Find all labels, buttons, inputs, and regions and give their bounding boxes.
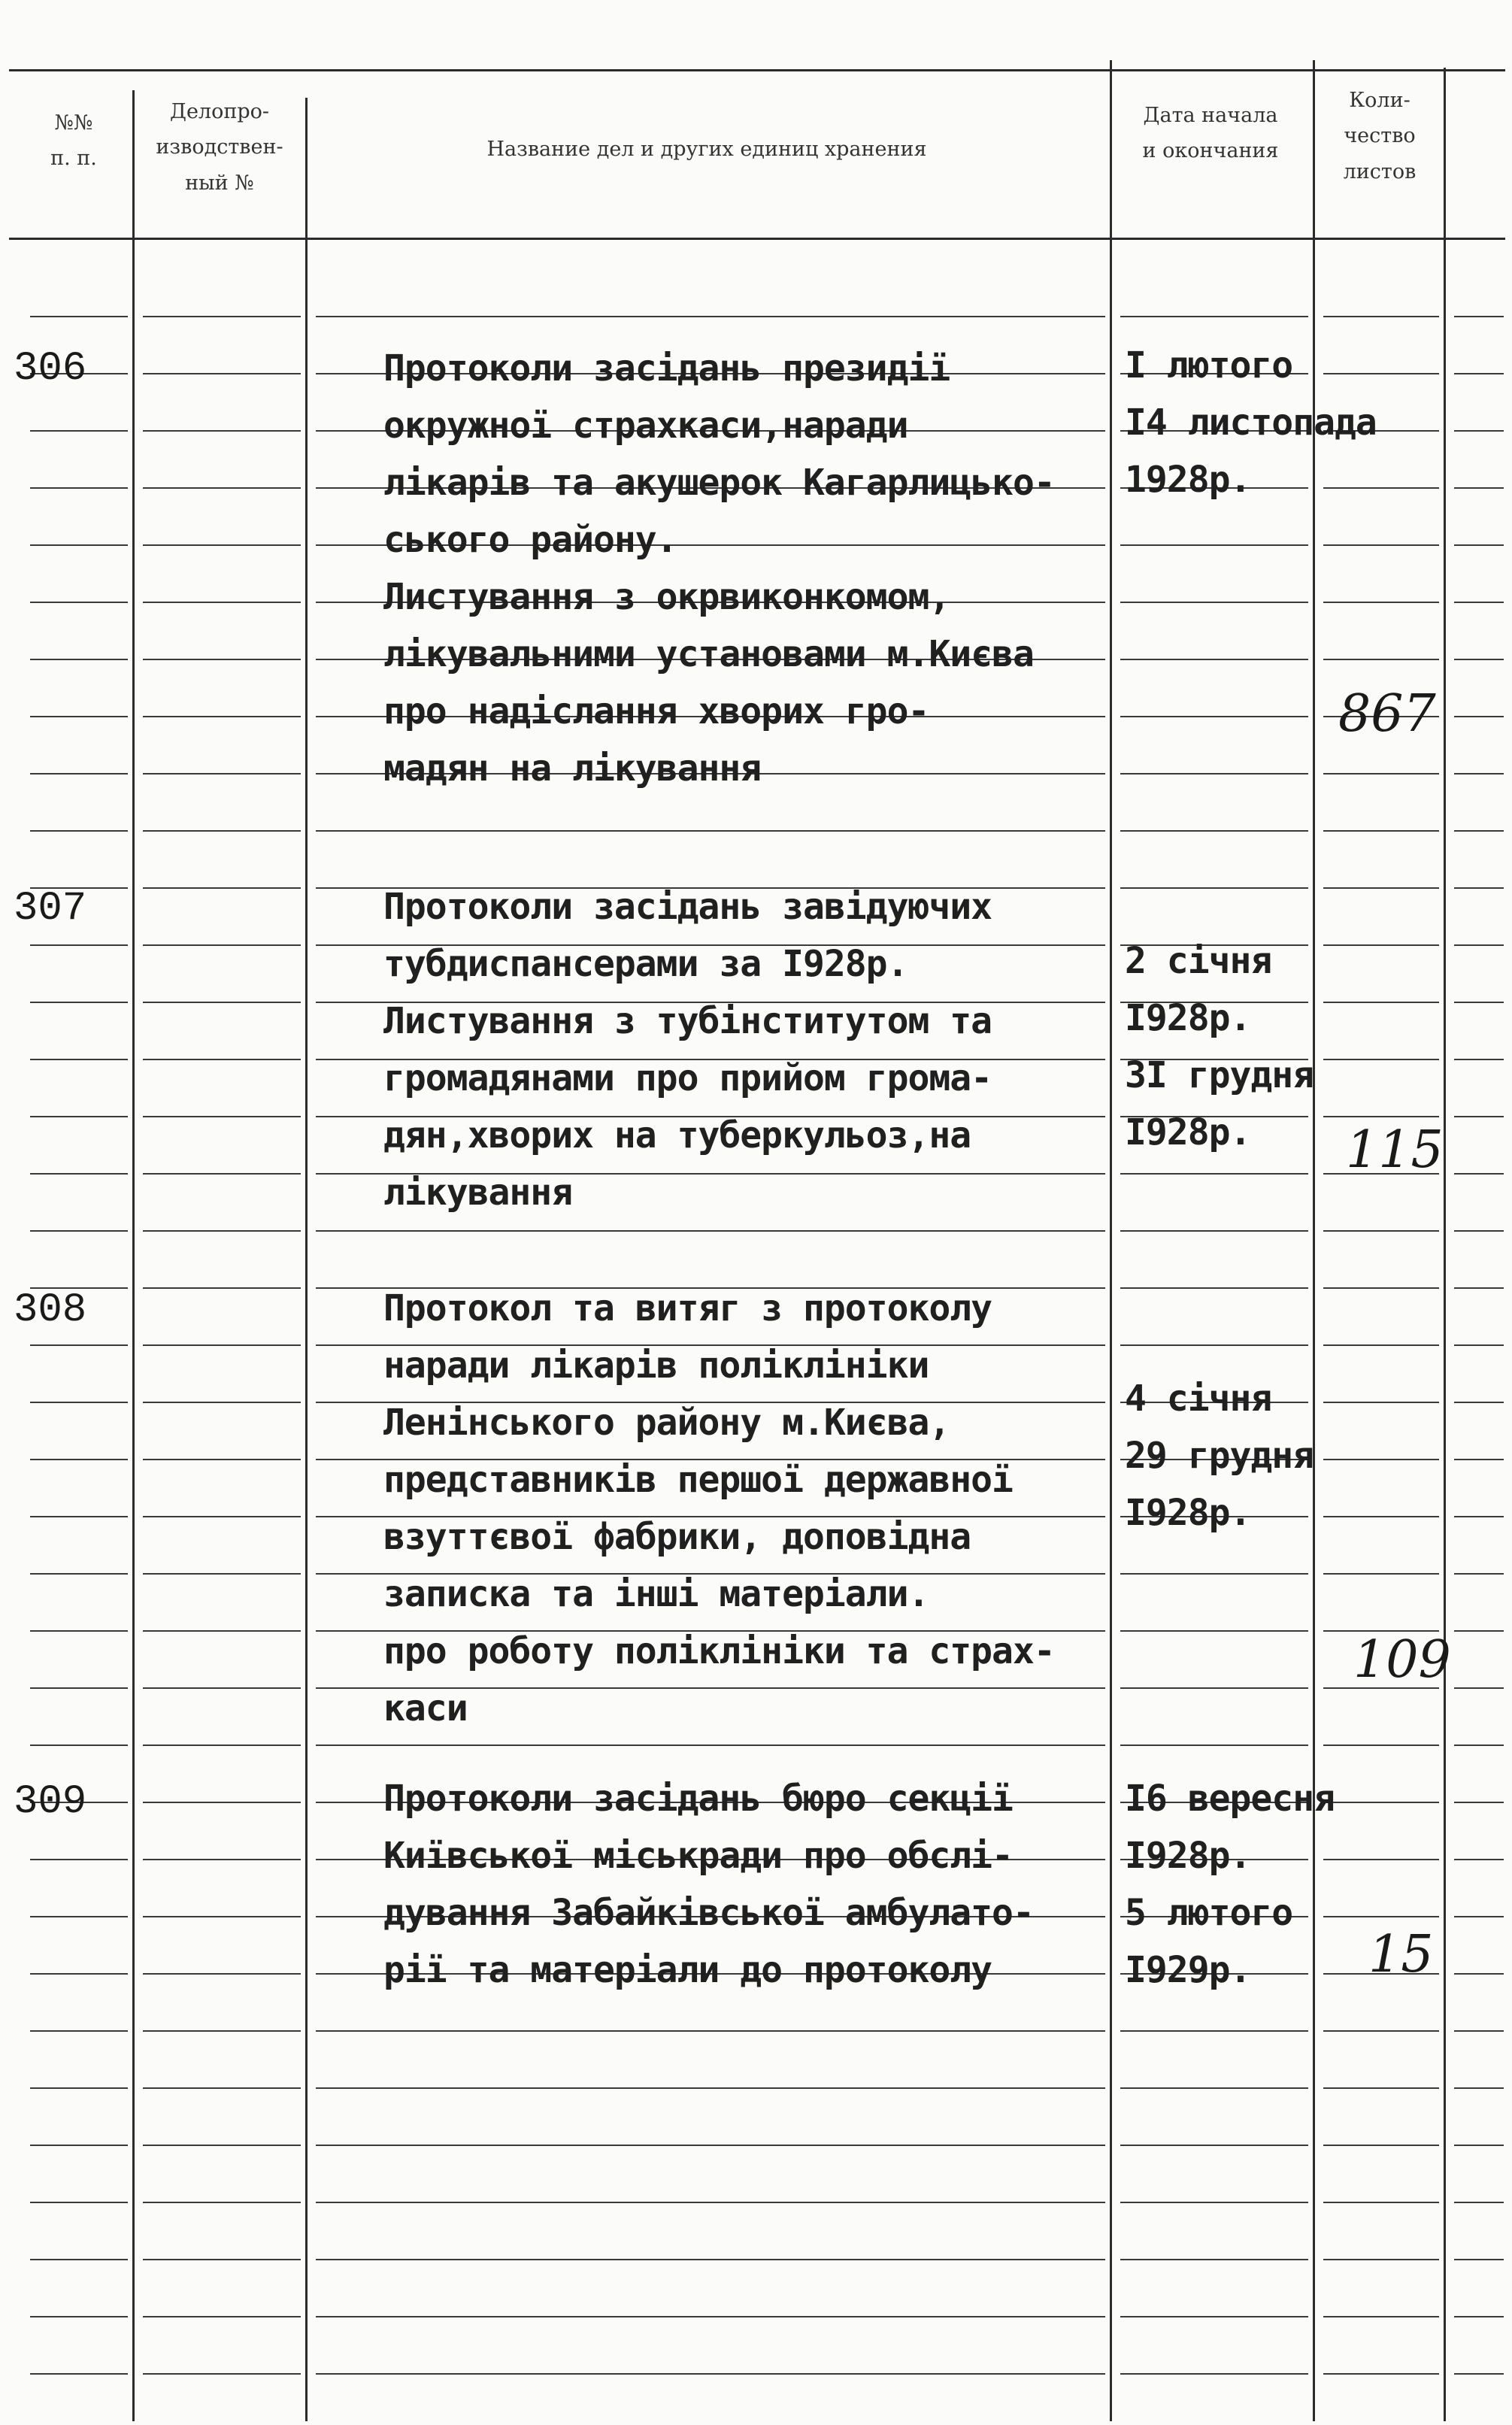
ruled-line [30, 1744, 128, 1746]
ruled-line [316, 2316, 1105, 2317]
ruled-line [1454, 1287, 1504, 1289]
ruled-line [1454, 1344, 1504, 1346]
ruled-line [1120, 2316, 1308, 2317]
record-number: 309 [14, 1779, 87, 1825]
ruled-line [1454, 1687, 1504, 1689]
record-title-line: Ленінського району м.Києва, [383, 1402, 950, 1444]
record-sheet-count: 867 [1338, 684, 1436, 744]
ruled-line [316, 2259, 1105, 2260]
ruled-line [143, 887, 301, 889]
ruled-line [143, 1973, 301, 1975]
ruled-line [1323, 1002, 1439, 1003]
ruled-line [143, 316, 301, 317]
ruled-line [316, 1744, 1105, 1746]
header-col-title-text: Название дел и других единиц хранения [486, 138, 927, 161]
record-title-line: каси [383, 1687, 468, 1729]
ruled-line [30, 1173, 128, 1175]
ruled-line [30, 316, 128, 317]
ruled-line [143, 1287, 301, 1289]
ruled-line [1120, 1630, 1308, 1632]
record-sheet-count: 15 [1368, 1925, 1434, 1984]
column-line-2 [305, 98, 308, 2421]
record-title-line: тубдиспансерами за І928р. [383, 943, 908, 985]
ruled-line [30, 1630, 128, 1632]
ruled-line [1323, 1802, 1439, 1803]
ruled-line [1120, 2259, 1308, 2260]
ruled-line [30, 487, 128, 489]
ruled-line [143, 1116, 301, 1117]
ruled-line [1323, 316, 1439, 317]
record-date-line: І928р. [1125, 1492, 1251, 1534]
record-title-line: лікувальними установами м.Києва [383, 633, 1034, 675]
header-col-office-line-2: изводствен- [156, 135, 283, 159]
ruled-line [316, 2145, 1105, 2146]
ruled-line [1323, 373, 1439, 374]
ruled-line [1120, 544, 1308, 546]
header-col-sheets [1316, 83, 1444, 189]
ruled-line [30, 1973, 128, 1975]
ruled-line [143, 1916, 301, 1917]
record-title-line: записка та інші матеріали. [383, 1573, 929, 1615]
record-title-line: мадян на лікування [383, 747, 762, 790]
record-title-line: ського району. [383, 519, 677, 561]
column-line-1 [132, 90, 135, 2421]
record-date-line: І4 листопада [1125, 402, 1377, 444]
ruled-line [316, 2373, 1105, 2375]
ruled-line [143, 659, 301, 660]
ruled-line [1323, 1744, 1439, 1746]
header-col-title [308, 132, 1105, 167]
record-title-line: Протоколи засідань президії [383, 347, 950, 390]
record-number: 307 [14, 886, 87, 932]
ruled-line [1323, 1402, 1439, 1403]
ruled-line [1454, 1002, 1504, 1003]
record-title-line: рії та матеріали до протоколу [383, 1949, 992, 1991]
ruled-line [143, 1573, 301, 1575]
ruled-line [1120, 1744, 1308, 1746]
ruled-line [30, 1916, 128, 1917]
ruled-line [1120, 716, 1308, 717]
record-sheet-count: 115 [1346, 1120, 1444, 1180]
ruled-line [1323, 1573, 1439, 1575]
ruled-line [143, 2202, 301, 2203]
record-title-line: Протокол та витяг з протоколу [383, 1287, 992, 1329]
ruled-line [143, 1002, 301, 1003]
ruled-line [143, 2030, 301, 2032]
ruled-line [143, 1402, 301, 1403]
ruled-line [1454, 544, 1504, 546]
ruled-line [30, 430, 128, 432]
ruled-line [1323, 830, 1439, 832]
ruled-line [1454, 1459, 1504, 1460]
ruled-line [30, 1573, 128, 1575]
column-line-5 [1444, 68, 1446, 2421]
ruled-line [1120, 1687, 1308, 1689]
record-date-line: І928р. [1125, 997, 1251, 1039]
ruled-line [1454, 2145, 1504, 2146]
header-bottom-rule [9, 238, 1505, 240]
ruled-line [143, 1802, 301, 1803]
ruled-line [1454, 1630, 1504, 1632]
ruled-line [1120, 2145, 1308, 2146]
ruled-line [1454, 1916, 1504, 1917]
ruled-line [30, 1002, 128, 1003]
ruled-line [316, 316, 1105, 317]
ruled-line [30, 1516, 128, 1517]
ruled-line [143, 2259, 301, 2260]
ruled-line [30, 2145, 128, 2146]
record-date-line: 2 січня [1125, 940, 1272, 982]
ruled-line [1454, 1573, 1504, 1575]
ruled-line [1120, 602, 1308, 603]
ruled-line [1120, 1287, 1308, 1289]
ruled-line [1323, 2202, 1439, 2203]
ruled-line [143, 487, 301, 489]
ruled-line [30, 2202, 128, 2203]
ruled-line [1120, 659, 1308, 660]
ruled-line [1323, 1344, 1439, 1346]
ruled-line [1454, 1173, 1504, 1175]
record-title-line: окружної страхкаси,наради [383, 405, 908, 447]
ruled-line [30, 716, 128, 717]
ruled-line [30, 773, 128, 774]
ruled-line [1454, 659, 1504, 660]
header-col-office-number [137, 94, 302, 201]
ruled-line [1454, 2259, 1504, 2260]
ruled-line [1120, 773, 1308, 774]
ruled-line [143, 773, 301, 774]
record-sheet-count: 109 [1353, 1630, 1451, 1690]
ruled-line [30, 659, 128, 660]
ruled-line [1323, 1059, 1439, 1060]
ruled-line [1454, 1230, 1504, 1232]
ruled-line [30, 1344, 128, 1346]
record-title-line: Протоколи засідань бюро секції [383, 1778, 1013, 1820]
record-date-line: 4 січня [1125, 1378, 1272, 1420]
record-number: 308 [14, 1287, 87, 1333]
ruled-line [1323, 2316, 1439, 2317]
ruled-line [1323, 2373, 1439, 2375]
ruled-line [1454, 2316, 1504, 2317]
ruled-line [1323, 487, 1439, 489]
record-title-line: про надіслання хворих гро- [383, 690, 929, 732]
record-date-line: 1928р. [1125, 459, 1251, 501]
record-title-line: представників першої державної [383, 1459, 1013, 1501]
record-title-line: взуттєвої фабрики, доповідна [383, 1516, 971, 1558]
record-date-line: І928р. [1125, 1111, 1251, 1153]
ruled-line [143, 716, 301, 717]
record-date-line: І лютого [1125, 344, 1293, 386]
ruled-line [316, 830, 1105, 832]
ruled-line [30, 2030, 128, 2032]
record-date-line: ЗІ грудня [1125, 1054, 1314, 1096]
record-title-line: Листування з тубінститутом та [383, 1000, 992, 1042]
ruled-line [1323, 2087, 1439, 2089]
ruled-line [30, 830, 128, 832]
ruled-line [1120, 2202, 1308, 2203]
record-title-line: Київської міськради про обслі- [383, 1835, 1013, 1877]
ruled-line [316, 1230, 1105, 1232]
ruled-line [30, 2316, 128, 2317]
record-title-line: Листування з окрвиконкомом, [383, 576, 950, 618]
ruled-line [1454, 1744, 1504, 1746]
header-col-sheets-line-3: листов [1343, 159, 1417, 183]
ruled-line [1454, 1116, 1504, 1117]
ruled-line [30, 1687, 128, 1689]
record-title-line: лікарів та акушерок Кагарлицько- [383, 462, 1055, 504]
ruled-line [143, 1859, 301, 1860]
ruled-line [1323, 544, 1439, 546]
ruled-line [1323, 887, 1439, 889]
ruled-line [1454, 944, 1504, 946]
ruled-line [143, 544, 301, 546]
ruled-line [1323, 2145, 1439, 2146]
ruled-line [30, 1859, 128, 1860]
ruled-line [1323, 1230, 1439, 1232]
ruled-line [1323, 1116, 1439, 1117]
ruled-line [1323, 1287, 1439, 1289]
ruled-line [1454, 1802, 1504, 1803]
ruled-line [1454, 887, 1504, 889]
header-col-number-line-2: п. п. [50, 147, 97, 171]
ruled-line [1454, 716, 1504, 717]
record-date-line: 5 лютого [1125, 1892, 1293, 1934]
ruled-line [316, 2030, 1105, 2032]
ruled-line [1454, 602, 1504, 603]
ruled-line [30, 2373, 128, 2375]
record-date-line: І928р. [1125, 1835, 1251, 1877]
ruled-line [1323, 2259, 1439, 2260]
ruled-line [1323, 1859, 1439, 1860]
ruled-line [1323, 2030, 1439, 2032]
record-number: 306 [14, 346, 87, 392]
ruled-line [1454, 487, 1504, 489]
ruled-line [1120, 316, 1308, 317]
ruled-line [30, 2259, 128, 2260]
ruled-line [143, 1744, 301, 1746]
ruled-line [1454, 2030, 1504, 2032]
ruled-line [1454, 2373, 1504, 2375]
ruled-line [1323, 1459, 1439, 1460]
record-date-line: 29 грудня [1125, 1435, 1314, 1477]
ruled-line [316, 2087, 1105, 2089]
ruled-line [1120, 830, 1308, 832]
ruled-line [1120, 2373, 1308, 2375]
ruled-line [1454, 316, 1504, 317]
ruled-line [1120, 1173, 1308, 1175]
header-col-dates [1113, 98, 1308, 169]
ruled-line [1454, 1516, 1504, 1517]
ruled-line [1454, 2087, 1504, 2089]
ruled-line [143, 1630, 301, 1632]
ruled-line [30, 944, 128, 946]
ruled-line [143, 1516, 301, 1517]
ruled-line [143, 2316, 301, 2317]
ruled-line [1454, 430, 1504, 432]
ruled-line [143, 1344, 301, 1346]
header-col-number-line-1: №№ [54, 111, 93, 135]
header-col-sheets-line-1: Коли- [1349, 89, 1410, 112]
ruled-line [1120, 1230, 1308, 1232]
ruled-line [1120, 1344, 1308, 1346]
header-col-sheets-line-2: чество [1344, 124, 1416, 148]
ruled-line [143, 1459, 301, 1460]
ruled-line [143, 1173, 301, 1175]
ruled-line [143, 830, 301, 832]
record-title-line: Протоколи засідань завідуючих [383, 886, 992, 928]
ruled-line [1454, 1973, 1504, 1975]
ruled-line [143, 1687, 301, 1689]
record-title-line: про роботу поліклініки та страх- [383, 1630, 1055, 1672]
ruled-line [316, 2202, 1105, 2203]
ruled-line [1323, 659, 1439, 660]
ruled-line [143, 944, 301, 946]
ruled-line [30, 2087, 128, 2089]
ruled-line [30, 1459, 128, 1460]
ruled-line [1120, 1573, 1308, 1575]
record-title-line: лікування [383, 1172, 573, 1214]
ruled-line [143, 2087, 301, 2089]
ruled-line [1323, 1516, 1439, 1517]
ruled-line [143, 373, 301, 374]
ruled-line [30, 1116, 128, 1117]
ruled-line [1120, 2087, 1308, 2089]
ruled-line [1454, 1402, 1504, 1403]
ruled-line [1323, 944, 1439, 946]
ruled-line [1323, 1916, 1439, 1917]
ruled-line [30, 1059, 128, 1060]
ruled-line [30, 1230, 128, 1232]
ruled-line [1454, 373, 1504, 374]
ruled-line [30, 602, 128, 603]
ruled-line [143, 602, 301, 603]
ruled-line [30, 1402, 128, 1403]
ruled-line [143, 2373, 301, 2375]
record-title-line: дування Забайківської амбулато- [383, 1892, 1034, 1934]
ruled-line [1120, 887, 1308, 889]
ruled-line [1323, 602, 1439, 603]
column-line-3 [1110, 60, 1112, 2421]
record-date-line: І929р. [1125, 1949, 1251, 1991]
ruled-line [143, 2145, 301, 2146]
record-title-line: дян,хворих на туберкульоз,на [383, 1114, 971, 1156]
header-col-dates-line-2: и окончания [1142, 139, 1279, 163]
ruled-line [143, 430, 301, 432]
header-col-number [21, 105, 126, 177]
ruled-line [1323, 773, 1439, 774]
ruled-line [143, 1059, 301, 1060]
ruled-line [1454, 830, 1504, 832]
header-col-dates-line-1: Дата начала [1143, 104, 1278, 127]
record-date-line: І6 вересня [1125, 1778, 1335, 1820]
ruled-line [1454, 773, 1504, 774]
record-title-line: громадянами про прийом грома- [383, 1057, 992, 1099]
ruled-line [1454, 1859, 1504, 1860]
ruled-line [1454, 1059, 1504, 1060]
header-col-office-line-3: ный № [185, 171, 254, 195]
ruled-line [1454, 2202, 1504, 2203]
header-top-rule [9, 69, 1505, 71]
header-col-office-line-1: Делопро- [170, 100, 269, 123]
record-title-line: наради лікарів поліклініки [383, 1344, 929, 1387]
ruled-line [30, 544, 128, 546]
ruled-line [143, 1230, 301, 1232]
ruled-line [1120, 2030, 1308, 2032]
